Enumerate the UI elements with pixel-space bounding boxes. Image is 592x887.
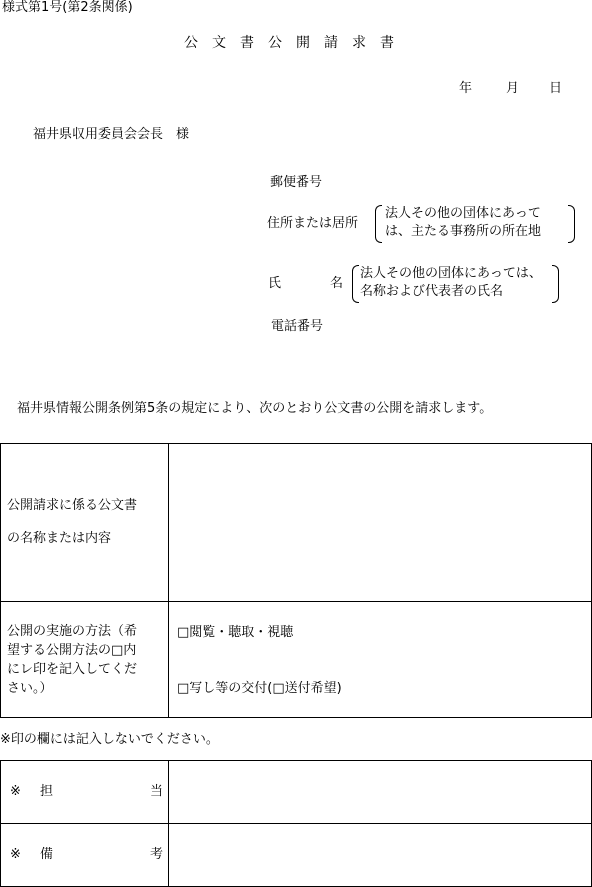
name-note-line2: 名称および代表者の氏名 — [360, 284, 504, 299]
disclosure-method-label-line3: にレ印を記入してくだ — [7, 661, 138, 677]
date-day-label: 日 — [549, 81, 563, 96]
address-label: 住所または居所 — [267, 216, 359, 231]
address-note-line2: は、主たる事務所の所在地 — [385, 224, 542, 239]
person-in-charge-label-a: 担 — [40, 784, 54, 799]
name-label-1: 氏 — [268, 276, 282, 291]
disclosure-method-options-cell — [169, 602, 592, 718]
table-row — [1, 761, 592, 824]
option-copy-checkbox[interactable]: □写し等の交付(□送付希望) — [177, 681, 342, 696]
document-name-label-line2: の名称または内容 — [7, 530, 112, 546]
date-year-label: 年 — [459, 81, 473, 96]
remarks-label-a: 備 — [40, 847, 54, 862]
request-statement: 福井県情報公開条例第5条の規定により、次のとおり公文書の公開を請求します。 — [17, 401, 493, 416]
disclosure-method-label-line2: 望する公開方法の□内 — [7, 642, 137, 658]
disclosure-method-label-cell — [1, 602, 169, 718]
document-name-input-cell[interactable] — [169, 444, 592, 602]
date-month-label: 月 — [506, 81, 520, 96]
address-note-left-bracket — [375, 205, 382, 243]
page-title: 公 文 書 公 開 請 求 書 — [184, 35, 394, 51]
name-label-2: 名 — [330, 276, 344, 291]
request-table — [0, 443, 592, 718]
address-note-line1: 法人その他の団体にあって — [385, 206, 541, 221]
table-row — [1, 602, 592, 718]
remarks-label-b: 考 — [150, 847, 164, 862]
name-note-right-bracket — [552, 265, 559, 303]
disclosure-method-label-line1: 公開の実施の方法（希 — [7, 623, 138, 639]
person-in-charge-mark: ※ — [10, 784, 21, 799]
postal-code-label: 郵便番号 — [270, 175, 323, 190]
phone-label: 電話番号 — [271, 319, 324, 334]
remarks-input-cell[interactable] — [169, 824, 592, 887]
office-use-table — [0, 760, 592, 887]
person-in-charge-label-cell — [1, 761, 169, 824]
table-row — [1, 444, 592, 602]
disclosure-method-label-line4: さい。） — [7, 680, 53, 696]
name-note-line1: 法人その他の団体にあっては、 — [360, 266, 542, 281]
person-in-charge-input-cell[interactable] — [169, 761, 592, 824]
remarks-label-cell — [1, 824, 169, 887]
document-name-label-line1: 公開請求に係る公文書 — [7, 497, 138, 513]
person-in-charge-label-b: 当 — [150, 784, 164, 799]
address-note-right-bracket — [568, 205, 575, 243]
name-note-left-bracket — [352, 265, 359, 303]
table-row — [1, 824, 592, 887]
office-use-note: ※印の欄には記入しないでください。 — [0, 732, 219, 747]
form-number: 様式第1号(第2条関係) — [2, 0, 133, 15]
option-view-checkbox[interactable]: □閲覧・聴取・視聴 — [177, 625, 294, 640]
document-name-label-cell — [1, 444, 169, 602]
addressee: 福井県収用委員会会長 様 — [33, 127, 190, 142]
remarks-mark: ※ — [10, 847, 21, 862]
